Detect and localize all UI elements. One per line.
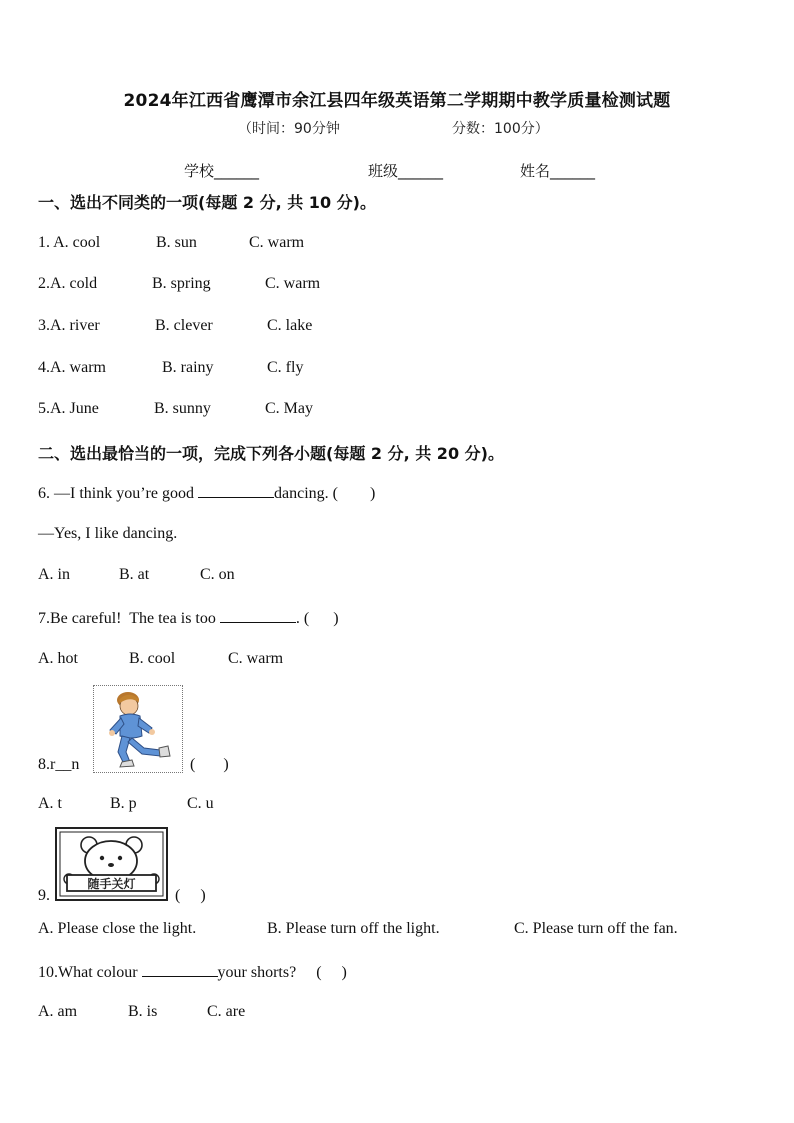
q3-option-a: 3.A. river (38, 317, 100, 334)
q1-option-b: B. sun (156, 234, 197, 251)
q6-option-c: C. on (200, 566, 235, 583)
q5-option-c: C. May (265, 400, 313, 417)
q2-option-c: C. warm (265, 275, 321, 292)
q4-option-b: B. rainy (162, 359, 214, 376)
q10-question: 10.What colour your shorts? ( ) (38, 964, 347, 981)
q7-option-a: A. hot (38, 650, 78, 667)
q3-option-b: B. clever (155, 317, 213, 334)
q5-option-a: 5.A. June (38, 400, 99, 417)
running-boy-icon (94, 686, 182, 772)
q10-blank[interactable] (142, 962, 218, 977)
q3-option-c: C. lake (267, 317, 313, 334)
q9-answer-paren[interactable]: ( ) (175, 887, 206, 904)
q6-option-a: A. in (38, 566, 70, 583)
q6-option-b: B. at (119, 566, 150, 583)
q7-option-b: B. cool (129, 650, 176, 667)
q2-option-a: 2.A. cold (38, 275, 98, 292)
bear-sign-icon (57, 829, 166, 899)
q6-blank[interactable] (198, 483, 274, 498)
q4-option-a: 4.A. warm (38, 359, 106, 376)
school-field[interactable]: 学校______ (184, 162, 260, 180)
q8-option-c: C. u (187, 795, 214, 812)
q4-option-c: C. fly (267, 359, 304, 376)
turn-off-light-sign (55, 827, 168, 901)
q9-option-a: A. Please close the light. (38, 920, 197, 937)
q10-option-b: B. is (128, 1003, 158, 1020)
exam-score: 分数：100分） (452, 121, 549, 137)
q8-answer-paren[interactable]: ( ) (190, 756, 229, 773)
q5-option-b: B. sunny (154, 400, 211, 417)
q8-question: 8.r__n (38, 756, 80, 773)
section-1-heading: 一、选出不同类的一项(每题 2 分, 共 10 分)。 (38, 193, 376, 212)
q8-option-b: B. p (110, 795, 137, 812)
class-field[interactable]: 班级______ (368, 162, 444, 180)
page-title: 2024年江西省鹰潭市余江县四年级英语第二学期期中教学质量检测试题 (123, 91, 671, 111)
q6-question: 6. —I think you’re good dancing. ( ) (38, 485, 376, 502)
sign-label: 随手关灯 (87, 877, 136, 891)
exam-time: （时间：90分钟 (238, 121, 340, 137)
q7-blank[interactable] (220, 608, 296, 623)
q8-option-a: A. t (38, 795, 62, 812)
q2-option-b: B. spring (152, 275, 211, 292)
q10-option-c: C. are (207, 1003, 246, 1020)
section-2-heading: 二、选出最恰当的一项，完成下列各小题(每题 2 分, 共 20 分)。 (38, 444, 504, 463)
q6-reply: —Yes, I like dancing. (38, 525, 178, 542)
q1-option-c: C. warm (249, 234, 305, 251)
q9-option-b: B. Please turn off the light. (267, 920, 440, 937)
q10-option-a: A. am (38, 1003, 78, 1020)
q9-question: 9. (38, 887, 50, 904)
q7-question: 7.Be careful! The tea is too . ( ) (38, 610, 339, 627)
running-boy-image (93, 685, 183, 773)
q9-option-c: C. Please turn off the fan. (514, 920, 678, 937)
q1-option-a: 1. A. cool (38, 234, 101, 251)
q7-option-c: C. warm (228, 650, 284, 667)
name-field[interactable]: 姓名______ (520, 162, 596, 180)
